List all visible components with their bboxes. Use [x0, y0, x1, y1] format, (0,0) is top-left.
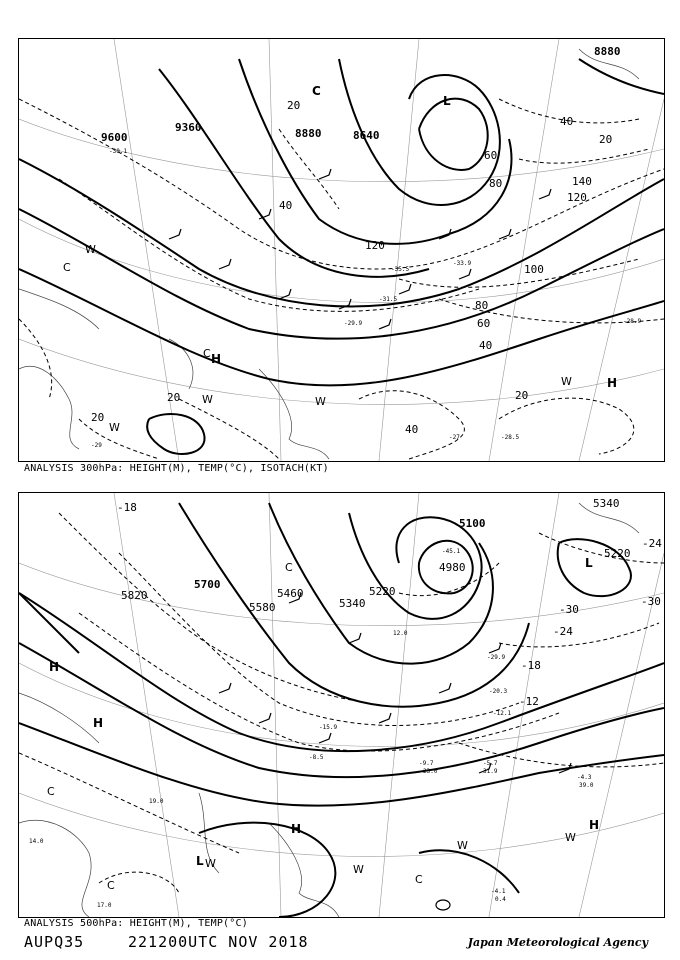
- map-500hpa: [18, 492, 665, 918]
- high-marker-0: H: [211, 352, 222, 366]
- height-label-3: 8640: [353, 129, 380, 142]
- height-label-500-8: 5340: [593, 497, 620, 510]
- cold-marker-top-0: C: [312, 84, 321, 98]
- temp-sample-500-9: -45.1: [442, 548, 461, 555]
- isotach-label-11: 20: [167, 391, 181, 404]
- temp-sample-7: -27: [449, 434, 460, 441]
- warm-marker-0: W: [85, 243, 96, 256]
- height-label-1: 9360: [175, 121, 202, 134]
- temp-label-500-0: -18: [117, 501, 137, 514]
- coastlines: [19, 49, 642, 459]
- agency-name: Japan Meteorological Agency: [467, 936, 648, 949]
- height-label-500-3: 5460: [277, 587, 304, 600]
- height-label-500-2: 5580: [249, 601, 276, 614]
- temp-sample-2: -31.5: [379, 296, 398, 303]
- temp-sample-500-0: -4.3: [577, 774, 592, 781]
- warm-marker-2: W: [202, 393, 213, 406]
- cold-marker-1: C: [203, 347, 211, 360]
- chart-id: AUPQ35: [24, 933, 85, 951]
- isotach-label-6: 140: [572, 175, 592, 188]
- temp-sample-5: -33.9: [453, 260, 472, 267]
- lat-lon-grid-500: [19, 493, 664, 917]
- isotach-label-15: 40: [479, 339, 493, 352]
- isotach-label-1: 40: [279, 199, 293, 212]
- isotach-label-9: 20: [599, 133, 613, 146]
- isotach-label-10: 20: [91, 411, 105, 424]
- temp-sample-8: -29: [91, 442, 102, 449]
- cold-marker-500-0: C: [285, 561, 293, 574]
- temp-sample-500-1: -9.7: [419, 760, 434, 767]
- temp-sample-500-5: -12.1: [493, 710, 512, 717]
- low-marker-500-1: L: [196, 854, 204, 868]
- wind-barbs: [169, 169, 551, 329]
- temp-sample-500-6: -15.9: [319, 724, 338, 731]
- temp-sample-500-2: -5.7: [483, 760, 498, 767]
- temp-label-500-5: -12: [519, 695, 539, 708]
- temp-label-500-4: -18: [521, 659, 541, 672]
- warm-marker-4: W: [561, 375, 572, 388]
- isotach-label-3: 80: [489, 177, 503, 190]
- height-contours-500: [19, 503, 664, 917]
- map-300hpa: [18, 38, 665, 462]
- isotach-label-0: 20: [287, 99, 301, 112]
- station-sample-4: 14.0: [29, 838, 44, 845]
- warm-marker-500-3: W: [565, 831, 576, 844]
- caption-300hpa: ANALYSIS 300hPa: HEIGHT(M), TEMP(°C), ISOTACH(KT): [24, 463, 329, 474]
- station-sample-0: 39.0: [579, 782, 594, 789]
- map-300hpa-canvas: [19, 39, 664, 461]
- low-marker-0: L: [443, 94, 451, 108]
- isotach-label-7: 120: [567, 191, 587, 204]
- height-label-500-5: 5220: [369, 585, 396, 598]
- station-sample-7: 17.0: [97, 902, 112, 909]
- temp-sample-500-3: -4.1: [491, 888, 506, 895]
- height-label-500-1: 5700: [194, 578, 221, 591]
- station-sample-5: 19.0: [149, 798, 164, 805]
- high-marker-500-0: H: [49, 660, 60, 674]
- height-label-500-4: 5340: [339, 597, 366, 610]
- cold-marker-500-2: C: [107, 879, 115, 892]
- warm-marker-1: W: [109, 421, 120, 434]
- high-marker-1: H: [607, 376, 618, 390]
- height-label-500-7: 4980: [439, 561, 466, 574]
- high-marker-500-2: H: [291, 822, 302, 836]
- station-sample-1: 31.9: [483, 768, 498, 775]
- closed-contour-marker: [436, 900, 450, 910]
- map-500hpa-canvas: [19, 493, 664, 917]
- isotach-label-16: 20: [515, 389, 529, 402]
- isotach-label-2: 60: [484, 149, 498, 162]
- high-marker-500-3: H: [589, 818, 600, 832]
- temp-sample-4: -35.5: [391, 266, 410, 273]
- valid-time: 221200UTC NOV 2018: [128, 933, 309, 951]
- height-label-0: 9600: [101, 131, 128, 144]
- temp-label-500-6: -30: [559, 603, 579, 616]
- warm-marker-500-2: W: [457, 839, 468, 852]
- height-label-500-0: 5820: [121, 589, 148, 602]
- height-label-4: 8880: [594, 45, 621, 58]
- temp-sample-500-8: -29.9: [487, 654, 506, 661]
- low-marker-500-0: L: [585, 556, 593, 570]
- temp-sample-0: -30.1: [109, 148, 128, 155]
- isotach-label-14: 60: [477, 317, 491, 330]
- temp-label-500-1: -24: [642, 537, 662, 550]
- temp-sample-500-7: -20.3: [489, 688, 508, 695]
- cold-marker-0: C: [63, 261, 71, 274]
- cold-marker-500-1: C: [47, 785, 55, 798]
- temp-sample-1: -28.9: [623, 318, 642, 325]
- station-sample-6: 12.0: [393, 630, 408, 637]
- caption-500hpa: ANALYSIS 500hPa: HEIGHT(M), TEMP(°C): [24, 918, 248, 929]
- temp-sample-500-4: -8.5: [309, 754, 324, 761]
- height-label-500-6: 5100: [459, 517, 486, 530]
- warm-marker-3: W: [315, 395, 326, 408]
- height-label-2: 8880: [295, 127, 322, 140]
- isotach-label-5: 120: [365, 239, 385, 252]
- warm-marker-500-1: W: [353, 863, 364, 876]
- isotach-label-13: 80: [475, 299, 489, 312]
- temp-label-500-3: -24: [553, 625, 573, 638]
- high-marker-500-1: H: [93, 716, 104, 730]
- isotach-label-8: 40: [560, 115, 574, 128]
- cold-marker-500-3: C: [415, 873, 423, 886]
- isotach-label-4: 100: [524, 263, 544, 276]
- temp-sample-6: -28.5: [501, 434, 520, 441]
- coastlines-500: [19, 503, 639, 917]
- station-sample-3: 23.0: [423, 768, 438, 775]
- temp-sample-3: -29.9: [344, 320, 363, 327]
- isotach-label-12: 40: [405, 423, 419, 436]
- warm-marker-500-0: W: [205, 857, 216, 870]
- station-sample-2: 0.4: [495, 896, 506, 903]
- temp-label-500-2: -30: [641, 595, 661, 608]
- height-label-500-9: 5220: [604, 547, 631, 560]
